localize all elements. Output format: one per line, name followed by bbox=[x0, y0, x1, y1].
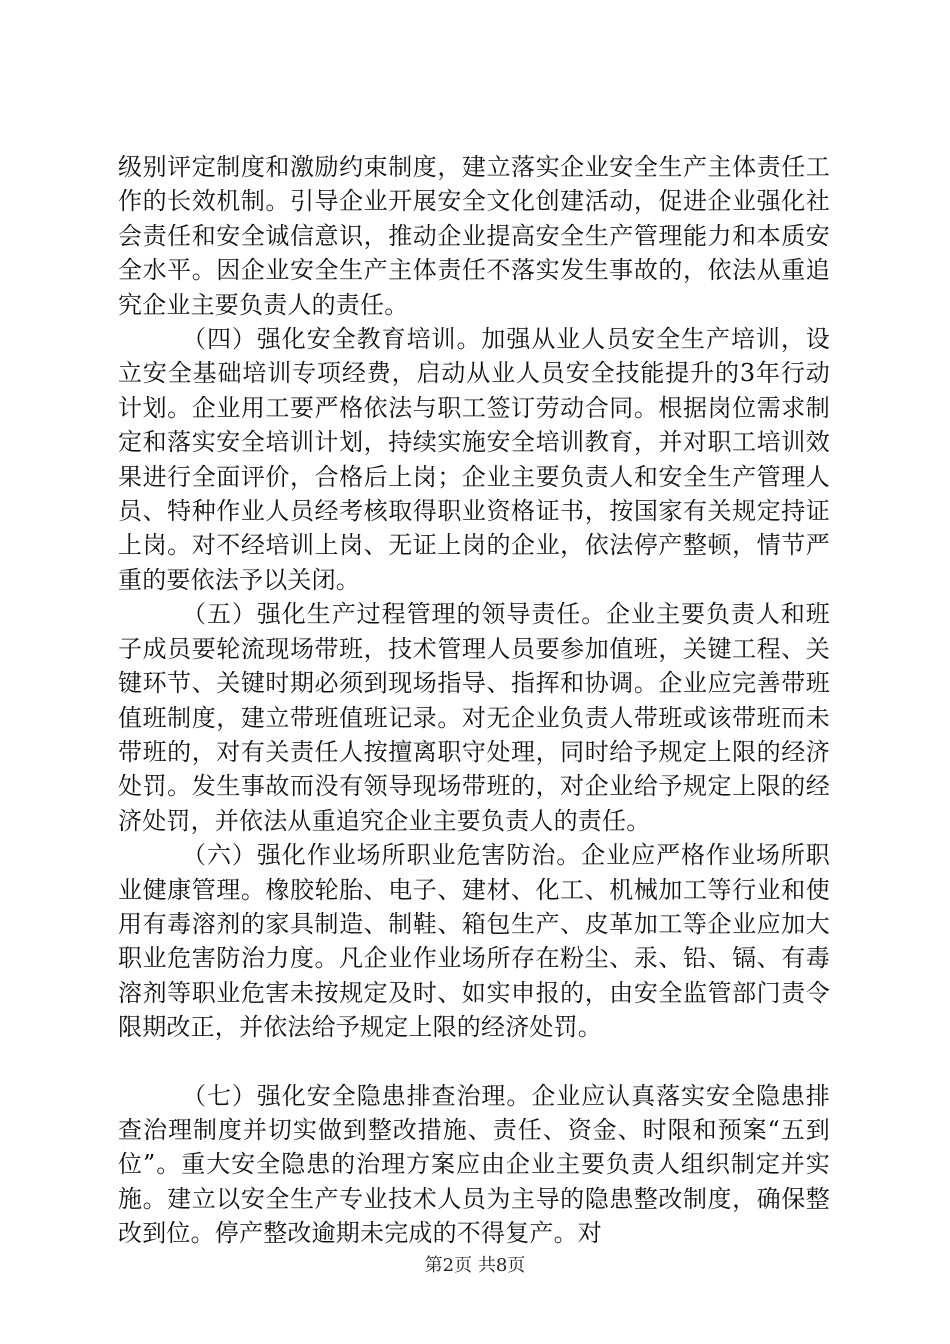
paragraph-section-4: （四）强化安全教育培训。加强从业人员安全生产培训，设立安全基础培训专项经费，启动从业人员安全技能提升的3年行动计划。企业用工要严格依法与职工签订劳动合同。根据岗位需求制定和落实安全培训计划，持续实施安全培训教育，并对职工培训效果进行全面评价，合格后上岗；企业主要负责人和安全生产管理人员、特种作业人员经考核取得职业资格证书，按国家有关规定持证上岗。对不经培训上岗、无证上岗的企业，依法停产整顿，情节严重的要依法予以关闭。 bbox=[118, 325, 830, 594]
page-number-footer: 第2页 共8页 bbox=[424, 1255, 526, 1276]
paragraph-continuation: 级别评定制度和激励约束制度，建立落实企业安全生产主体责任工作的长效机制。引导企业开展安全文化创建活动，促进企业强化社会责任和安全诚信意识，推动企业提高安全生产管理能力和本质安全水平。因企业安全生产主体责任不落实发生事故的，依法从重追究企业主要负责人的责任。 bbox=[118, 153, 830, 319]
paragraph-section-5: （五）强化生产过程管理的领导责任。企业主要负责人和班子成员要轮流现场带班，技术管理人员要参加值班，关键工程、关键环节、关键时期必须到现场指导、指挥和协调。企业应完善带班值班制度，建立带班值班记录。对无企业负责人带班或该带班而未带班的，对有关责任人按擅离职守处理，同时给予规定上限的经济处罚。发生事故而没有领导现场带班的，对企业给予规定上限的经济处罚，并依法从重追究企业主要负责人的责任。 bbox=[118, 600, 830, 835]
document-body bbox=[118, 150, 830, 1251]
paragraph-section-7: （七）强化安全隐患排查治理。企业应认真落实安全隐患排查治理制度并切实做到整改措施、责任、资金、时限和预案“五到位”。重大安全隐患的治理方案应由企业主要负责人组织制定并实施。建立以安全生产专业技术人员为主导的隐患整改制度，确保整改到位。停产整改逾期未完成的不得复产。对 bbox=[118, 1081, 830, 1248]
paragraph-section-6: （六）强化作业场所职业危害防治。企业应严格作业场所职业健康管理。橡胶轮胎、电子、建材、化工、机械加工等行业和使用有毒溶剂的家具制造、制鞋、箱包生产、皮革加工等企业应加大职业危害防治力度。凡企业作业场所存在粉尘、汞、铅、镉、有毒溶剂等职业危害未按规定及时、如实申报的，由安全监管部门责令限期改正，并依法给予规定上限的经济处罚。 bbox=[118, 841, 830, 1042]
